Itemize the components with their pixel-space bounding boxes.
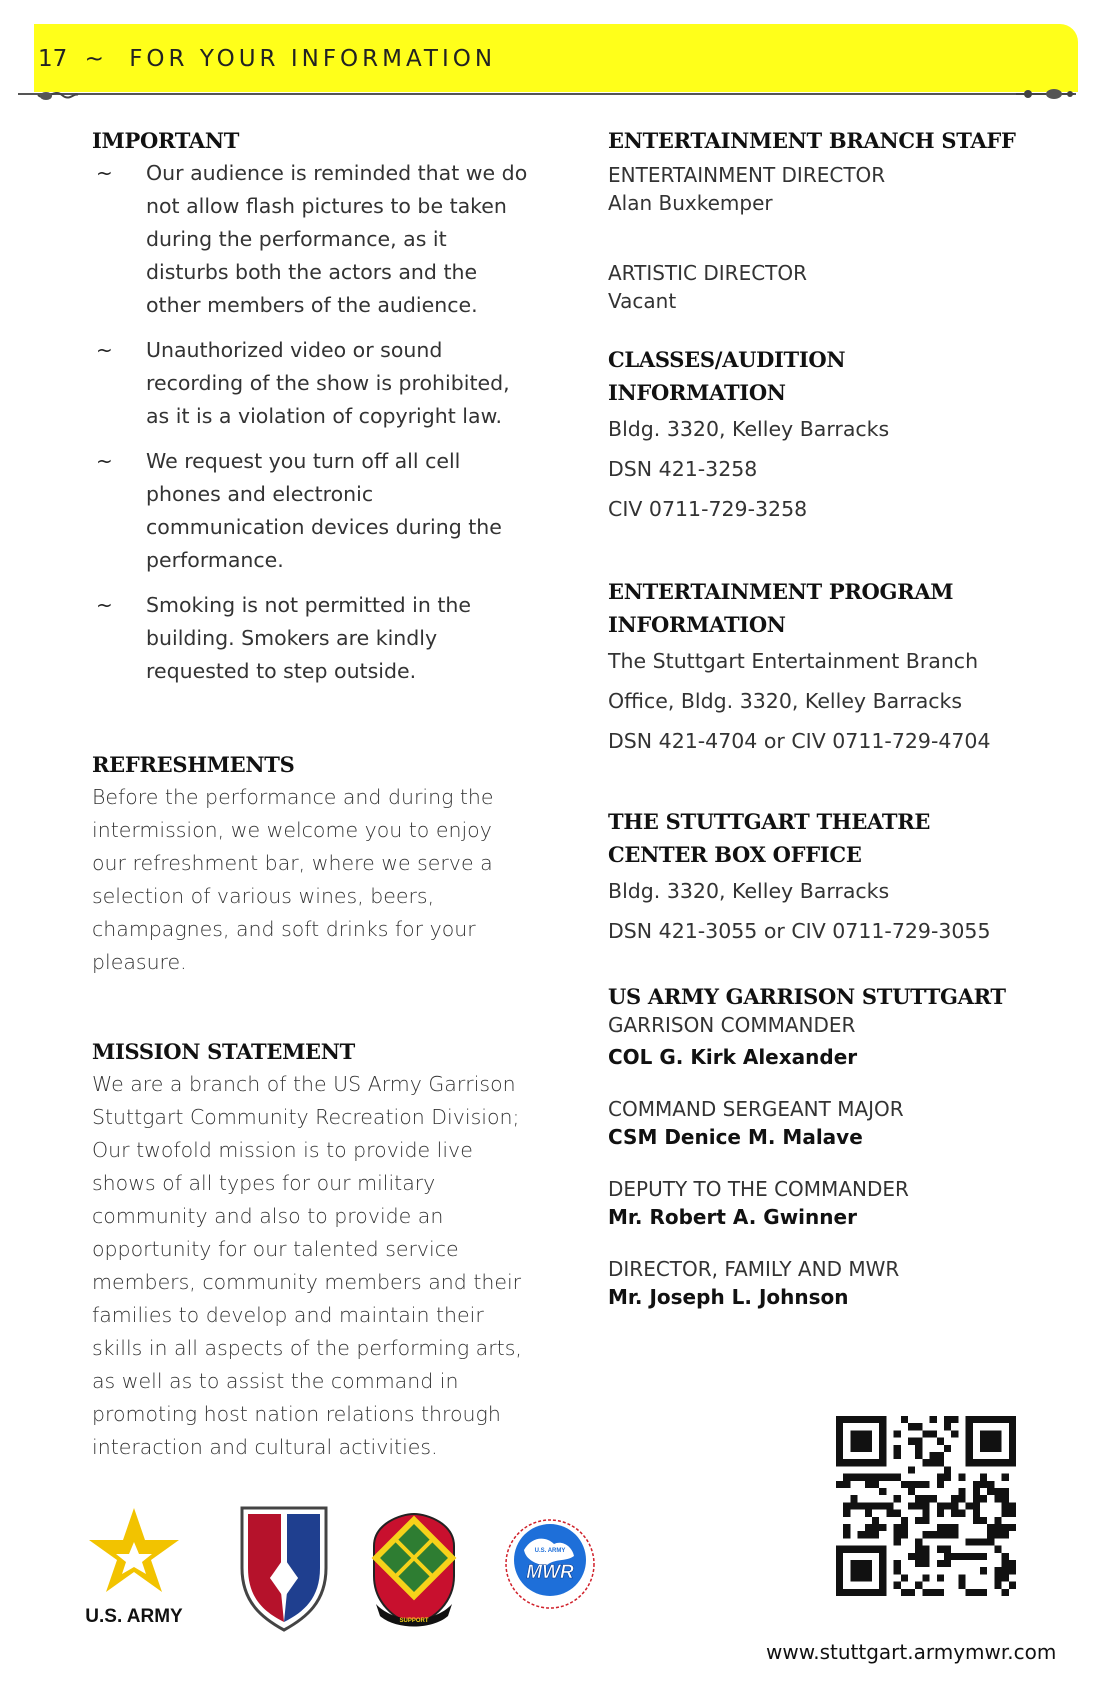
qr-module <box>1009 1567 1016 1574</box>
qr-module <box>994 1488 1001 1495</box>
qr-module <box>951 1531 958 1538</box>
list-item <box>92 589 532 688</box>
qr-module <box>980 1474 987 1481</box>
qr-module <box>894 1538 901 1545</box>
heading-line: CENTER BOX OFFICE <box>608 842 862 867</box>
tilde-bullet: ~ <box>96 338 113 362</box>
qr-module <box>915 1438 922 1445</box>
qr-module <box>908 1423 915 1430</box>
program-heading <box>608 575 1048 641</box>
qr-module <box>843 1531 850 1538</box>
qr-module <box>894 1430 901 1437</box>
qr-module <box>980 1538 987 1545</box>
qr-module <box>1002 1589 1009 1596</box>
qr-module <box>894 1582 901 1589</box>
qr-module <box>958 1582 965 1589</box>
qr-module <box>980 1589 987 1596</box>
qr-module <box>937 1560 944 1567</box>
qr-module <box>850 1495 857 1502</box>
qr-module <box>836 1481 843 1488</box>
right-ornament-icon <box>1016 86 1076 102</box>
qr-module <box>987 1481 994 1488</box>
qr-module <box>1009 1510 1016 1517</box>
qr-module <box>980 1517 987 1524</box>
army-star-icon <box>85 1508 183 1627</box>
qr-module <box>973 1510 980 1517</box>
important-section <box>92 124 532 688</box>
qr-module <box>894 1452 901 1459</box>
qr-module <box>865 1510 872 1517</box>
heading-line: CLASSES/AUDITION <box>608 347 846 372</box>
qr-module <box>966 1538 973 1545</box>
qr-module <box>915 1481 922 1488</box>
qr-module <box>872 1502 879 1509</box>
qr-module <box>944 1416 951 1423</box>
heading-line: INFORMATION <box>608 380 786 405</box>
box-office-section <box>608 805 1048 951</box>
qr-module <box>994 1517 1001 1524</box>
support-unit-badge-icon <box>372 1514 457 1627</box>
qr-module <box>930 1459 937 1466</box>
qr-module <box>930 1531 937 1538</box>
qr-module <box>958 1474 965 1481</box>
qr-module <box>915 1538 922 1545</box>
header-separator: ~ <box>84 46 104 72</box>
staff-title: COMMAND SERGEANT MAJOR <box>608 1097 904 1121</box>
qr-module <box>930 1416 937 1423</box>
list-item <box>92 445 532 577</box>
mission-heading: MISSION STATEMENT <box>92 1039 355 1064</box>
qr-module <box>901 1589 908 1596</box>
qr-module <box>987 1531 994 1538</box>
qr-module <box>894 1474 901 1481</box>
qr-module <box>894 1445 901 1452</box>
info-line: The Stuttgart Entertainment Branch <box>608 649 979 673</box>
qr-module <box>930 1589 937 1596</box>
qr-module <box>966 1553 973 1560</box>
tilde-bullet: ~ <box>96 449 113 473</box>
qr-code-icon[interactable] <box>836 1416 1016 1596</box>
qr-module <box>973 1553 980 1560</box>
qr-module <box>850 1502 857 1509</box>
qr-module <box>915 1546 922 1553</box>
garrison-section <box>608 983 1048 1311</box>
page-title: FOR YOUR INFORMATION <box>129 46 497 72</box>
qr-module <box>908 1502 915 1509</box>
mission-text: We are a branch of the US Army Garrison Stuttgart Community Recreation Division; Our twofold mission is to provide live shows of all types for our military community and also to provide an opportunity for our talented service members, community members and their families to develop and maintain their skills in all aspects of the performing arts, as well as to assist the command in promoting host nation relations through interaction and cultural activities. <box>92 1072 522 1459</box>
support-badge-text: SUPPORT <box>399 1618 429 1624</box>
qr-module <box>908 1466 915 1473</box>
qr-module <box>922 1589 929 1596</box>
qr-module <box>894 1495 901 1502</box>
qr-module <box>915 1495 922 1502</box>
qr-module <box>937 1574 944 1581</box>
qr-module <box>958 1574 965 1581</box>
qr-module <box>951 1510 958 1517</box>
qr-module <box>922 1553 929 1560</box>
qr-module <box>1002 1510 1009 1517</box>
qr-module <box>901 1416 908 1423</box>
refreshments-section <box>92 748 532 979</box>
left-ornament-icon <box>36 88 80 102</box>
army-logo-text: U.S. ARMY <box>85 1606 183 1627</box>
staff-entry <box>608 1175 1048 1231</box>
qr-module <box>966 1502 973 1509</box>
staff-name: Mr. Joseph L. Johnson <box>608 1285 849 1309</box>
header-rule <box>18 93 1076 95</box>
qr-module <box>980 1553 987 1560</box>
qr-module <box>894 1560 901 1567</box>
qr-module <box>915 1517 922 1524</box>
qr-module <box>865 1481 872 1488</box>
qr-module <box>915 1553 922 1560</box>
qr-module <box>843 1481 850 1488</box>
qr-module <box>908 1488 915 1495</box>
staff-title: DEPUTY TO THE COMMANDER <box>608 1177 909 1201</box>
left-column <box>92 124 532 1464</box>
tilde-bullet: ~ <box>96 593 113 617</box>
qr-module <box>937 1474 944 1481</box>
qr-module <box>973 1495 980 1502</box>
qr-module <box>937 1459 944 1466</box>
qr-module <box>973 1538 980 1545</box>
qr-module <box>872 1517 879 1524</box>
qr-module <box>872 1524 879 1531</box>
qr-module <box>951 1495 958 1502</box>
qr-module <box>1002 1560 1009 1567</box>
qr-module <box>922 1517 929 1524</box>
qr-module <box>894 1510 901 1517</box>
qr-module <box>894 1567 901 1574</box>
qr-module <box>908 1481 915 1488</box>
qr-module <box>994 1582 1001 1589</box>
qr-module <box>1002 1502 1009 1509</box>
qr-module <box>858 1474 865 1481</box>
qr-module <box>1009 1524 1016 1531</box>
branch-staff-heading: ENTERTAINMENT BRANCH STAFF <box>608 128 1016 153</box>
qr-module <box>980 1430 1002 1452</box>
qr-module <box>1002 1574 1009 1581</box>
info-line: DSN 421-3055 or CIV 0711-729-3055 <box>608 919 991 943</box>
qr-module <box>966 1589 973 1596</box>
qr-module <box>922 1546 929 1553</box>
qr-module <box>1002 1531 1009 1538</box>
qr-module <box>987 1538 994 1545</box>
list-item-text: Unauthorized video or sound recording of the show is prohibited, as it is a violation of copyright law. <box>146 338 510 428</box>
qr-module <box>951 1524 958 1531</box>
qr-module <box>951 1502 958 1509</box>
qr-module <box>1002 1553 1009 1560</box>
qr-module <box>951 1430 958 1437</box>
qr-module <box>901 1517 908 1524</box>
qr-module <box>937 1510 944 1517</box>
qr-module <box>858 1502 865 1509</box>
page-number: 17 <box>38 46 68 72</box>
mwr-small-text: U.S. ARMY <box>534 1548 566 1554</box>
qr-module <box>937 1524 944 1531</box>
qr-module <box>987 1488 994 1495</box>
qr-module <box>944 1445 951 1452</box>
qr-module <box>922 1481 929 1488</box>
list-item-text: Our audience is reminded that we do not allow flash pictures to be taken during the performance, as it disturbs both the actors and the other members of the audience. <box>146 161 528 317</box>
info-line: Office, Bldg. 3320, Kelley Barracks <box>608 689 963 713</box>
qr-module <box>944 1546 951 1553</box>
heading-line: INFORMATION <box>608 612 786 637</box>
info-line: Bldg. 3320, Kelley Barracks <box>608 879 890 903</box>
qr-module <box>1002 1474 1009 1481</box>
logo-row <box>84 1506 624 1636</box>
qr-module <box>944 1466 951 1473</box>
qr-module <box>958 1510 965 1517</box>
qr-module <box>980 1481 987 1488</box>
refreshments-text: Before the performance and during the intermission, we welcome you to enjoy our refreshment bar, where we serve a selection of various wines, beers, champagnes, and soft drinks for your pleasure. <box>92 785 494 974</box>
qr-module <box>879 1524 886 1531</box>
qr-module <box>944 1553 951 1560</box>
qr-module <box>922 1574 929 1581</box>
qr-module <box>915 1452 922 1459</box>
qr-module <box>944 1531 951 1538</box>
important-list <box>92 157 532 688</box>
qr-module <box>973 1589 980 1596</box>
qr-module <box>879 1488 886 1495</box>
program-section <box>608 575 1048 761</box>
qr-module <box>872 1474 879 1481</box>
right-column <box>608 124 1048 1311</box>
garrison-heading: US ARMY GARRISON STUTTGART <box>608 984 1006 1009</box>
qr-module <box>1009 1502 1016 1509</box>
qr-module <box>886 1502 893 1509</box>
army-materiel-shield-icon <box>242 1508 326 1630</box>
qr-module <box>908 1438 915 1445</box>
qr-module <box>980 1495 987 1502</box>
qr-module <box>922 1510 929 1517</box>
qr-module <box>886 1474 893 1481</box>
page-header <box>38 46 496 72</box>
qr-module <box>901 1524 908 1531</box>
staff-name: COL G. Kirk Alexander <box>608 1045 858 1069</box>
qr-module <box>994 1531 1001 1538</box>
qr-module <box>958 1488 965 1495</box>
qr-module <box>915 1582 922 1589</box>
staff-name: Mr. Robert A. Gwinner <box>608 1205 857 1229</box>
refreshments-heading: REFRESHMENTS <box>92 752 295 777</box>
important-heading: IMPORTANT <box>92 128 240 153</box>
qr-module <box>937 1452 944 1459</box>
qr-module <box>951 1553 958 1560</box>
qr-module <box>872 1531 879 1538</box>
qr-module <box>922 1531 929 1538</box>
qr-module <box>994 1546 1001 1553</box>
qr-module <box>1009 1582 1016 1589</box>
qr-module <box>958 1495 965 1502</box>
mission-section <box>92 1035 532 1464</box>
branch-staff-section <box>608 124 1048 315</box>
website-url[interactable]: www.stuttgart.armymwr.com <box>766 1640 1057 1664</box>
qr-module <box>922 1430 929 1437</box>
qr-module <box>843 1524 850 1531</box>
qr-module <box>1009 1560 1016 1567</box>
qr-module <box>994 1495 1001 1502</box>
qr-module <box>843 1510 850 1517</box>
qr-module <box>843 1474 850 1481</box>
qr-module <box>930 1495 937 1502</box>
staff-title: ENTERTAINMENT DIRECTOR <box>608 163 886 187</box>
qr-module <box>980 1567 987 1574</box>
qr-module <box>937 1502 944 1509</box>
classes-section <box>608 343 1048 529</box>
staff-name: Vacant <box>608 289 677 313</box>
staff-entry <box>608 259 1048 315</box>
qr-module <box>865 1474 872 1481</box>
staff-title: DIRECTOR, FAMILY AND MWR <box>608 1257 900 1281</box>
staff-title: GARRISON COMMANDER <box>608 1013 856 1037</box>
qr-module <box>958 1553 965 1560</box>
list-item <box>92 157 532 322</box>
heading-line: THE STUTTGART THEATRE <box>608 809 931 834</box>
qr-module <box>858 1531 865 1538</box>
qr-module <box>850 1430 872 1452</box>
qr-module <box>922 1502 929 1509</box>
qr-module <box>865 1531 872 1538</box>
qr-module <box>908 1589 915 1596</box>
qr-module <box>915 1560 922 1567</box>
qr-module <box>850 1474 857 1481</box>
qr-module <box>937 1546 944 1553</box>
qr-module <box>994 1567 1001 1574</box>
qr-module <box>886 1510 893 1517</box>
qr-module <box>915 1445 922 1452</box>
qr-module <box>901 1531 908 1538</box>
info-line: CIV 0711-729-3258 <box>608 497 808 521</box>
staff-name: CSM Denice M. Malave <box>608 1125 863 1149</box>
qr-module <box>894 1524 901 1531</box>
info-line: DSN 421-4704 or CIV 0711-729-4704 <box>608 729 991 753</box>
list-item <box>92 334 532 433</box>
qr-module <box>865 1502 872 1509</box>
qr-module <box>987 1524 994 1531</box>
info-line: Bldg. 3320, Kelley Barracks <box>608 417 890 441</box>
info-line: DSN 421-3258 <box>608 457 758 481</box>
qr-module <box>879 1502 886 1509</box>
qr-module <box>922 1495 929 1502</box>
qr-module <box>1002 1488 1009 1495</box>
qr-module <box>915 1502 922 1509</box>
qr-module <box>944 1560 951 1567</box>
tilde-bullet: ~ <box>96 161 113 185</box>
qr-module <box>944 1474 951 1481</box>
qr-module <box>973 1517 980 1524</box>
qr-module <box>937 1589 944 1596</box>
qr-module <box>1002 1567 1009 1574</box>
qr-module <box>1002 1524 1009 1531</box>
qr-module <box>973 1481 980 1488</box>
qr-module <box>930 1452 937 1459</box>
staff-entry <box>608 161 1048 217</box>
qr-module <box>915 1423 922 1430</box>
box-office-heading <box>608 805 1048 871</box>
qr-module <box>1002 1495 1009 1502</box>
staff-entry <box>608 1095 1048 1151</box>
qr-module <box>908 1553 915 1560</box>
list-item-text: We request you turn off all cell phones and electronic communication devices during the performance. <box>146 449 502 572</box>
list-item-text: Smoking is not permitted in the building. Smokers are kindly requested to step outside. <box>146 593 472 683</box>
qr-module <box>894 1531 901 1538</box>
qr-module <box>930 1430 937 1437</box>
qr-module <box>951 1416 958 1423</box>
qr-module <box>901 1574 908 1581</box>
qr-module <box>994 1524 1001 1531</box>
qr-module <box>944 1524 951 1531</box>
qr-module <box>850 1560 872 1582</box>
qr-module <box>865 1524 872 1531</box>
qr-module <box>922 1459 929 1466</box>
qr-module <box>973 1488 980 1495</box>
classes-heading <box>608 343 1048 409</box>
mwr-globe-icon <box>506 1520 594 1608</box>
staff-name: Alan Buxkemper <box>608 191 773 215</box>
staff-entry <box>608 1255 1048 1311</box>
qr-module <box>937 1531 944 1538</box>
qr-module <box>922 1560 929 1567</box>
heading-line: ENTERTAINMENT PROGRAM <box>608 579 954 604</box>
footer-logos <box>84 1506 624 1636</box>
qr-module <box>973 1502 980 1509</box>
qr-module <box>944 1502 951 1509</box>
qr-module <box>994 1574 1001 1581</box>
staff-title: ARTISTIC DIRECTOR <box>608 261 808 285</box>
qr-module <box>937 1481 944 1488</box>
qr-module <box>937 1438 944 1445</box>
qr-module <box>901 1481 908 1488</box>
qr-module <box>843 1502 850 1509</box>
qr-module <box>944 1423 951 1430</box>
staff-entry <box>608 1011 1048 1071</box>
mwr-logo-text: MWR <box>526 1562 574 1583</box>
qr-module <box>879 1474 886 1481</box>
qr-module <box>872 1481 879 1488</box>
